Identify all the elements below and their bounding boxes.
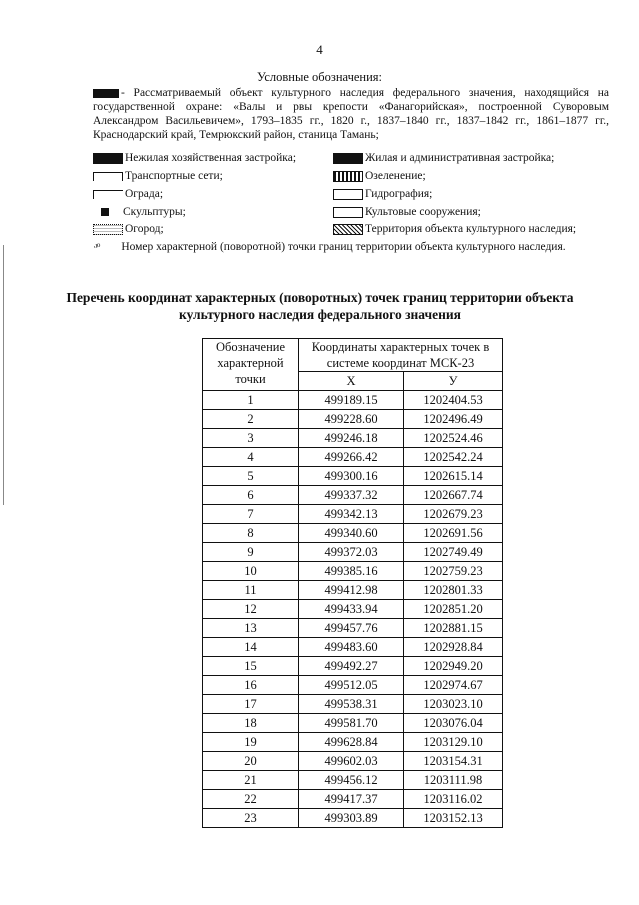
x-coordinate-cell: 499342.13	[299, 505, 404, 524]
transport-swatch-icon	[93, 172, 123, 181]
table-row	[203, 486, 503, 505]
y-coordinate-cell: 1202615.14	[404, 467, 503, 486]
legend-item-greenery	[333, 169, 426, 183]
y-coordinate-cell: 1202928.84	[404, 638, 503, 657]
point-number-cell: 2	[203, 410, 299, 429]
legend-item-nonresidential	[93, 151, 296, 165]
point-number-cell: 18	[203, 714, 299, 733]
table-row	[203, 771, 503, 790]
table-row	[203, 657, 503, 676]
table-row	[203, 543, 503, 562]
point-number-cell: 4	[203, 448, 299, 467]
table-row	[203, 429, 503, 448]
y-coordinate-cell: 1202851.20	[404, 600, 503, 619]
heritage-territory-swatch-icon	[333, 224, 363, 235]
table-row	[203, 752, 503, 771]
y-coordinate-cell: 1202974.67	[404, 676, 503, 695]
table-row	[203, 524, 503, 543]
point-number-cell: 1	[203, 391, 299, 410]
table-row	[203, 581, 503, 600]
x-coordinate-cell: 499602.03	[299, 752, 404, 771]
table-row	[203, 600, 503, 619]
y-coordinate-cell: 1202881.15	[404, 619, 503, 638]
header-coordinates: Координаты характерных точек в системе координат МСК-23	[299, 339, 503, 372]
point-number-cell: 7	[203, 505, 299, 524]
point-number-cell: 15	[203, 657, 299, 676]
legend-label: Гидрография;	[365, 188, 433, 200]
point-number-cell: 6	[203, 486, 299, 505]
x-coordinate-cell: 499303.89	[299, 809, 404, 828]
x-coordinate-cell: 499483.60	[299, 638, 404, 657]
section-heading: Перечень координат характерных (поворотных) точек границ территории объекта культурного наследия федерального значения	[66, 290, 574, 322]
x-coordinate-cell: 499300.16	[299, 467, 404, 486]
y-coordinate-cell: 1203023.10	[404, 695, 503, 714]
point-number-cell: 8	[203, 524, 299, 543]
y-coordinate-cell: 1202749.49	[404, 543, 503, 562]
legend-label: Ограда;	[125, 188, 164, 200]
x-coordinate-cell: 499492.27	[299, 657, 404, 676]
x-coordinate-cell: 499337.32	[299, 486, 404, 505]
y-coordinate-cell: 1203111.98	[404, 771, 503, 790]
x-coordinate-cell: 499372.03	[299, 543, 404, 562]
x-coordinate-cell: 499457.76	[299, 619, 404, 638]
point-number-cell: 3	[203, 429, 299, 448]
y-coordinate-cell: 1202679.23	[404, 505, 503, 524]
x-coordinate-cell: 499189.15	[299, 391, 404, 410]
legend-main-object	[93, 86, 609, 142]
point-number-cell: 9	[203, 543, 299, 562]
point-number-icon: ·¹⁰	[93, 242, 100, 252]
y-coordinate-cell: 1202759.23	[404, 562, 503, 581]
x-coordinate-cell: 499581.70	[299, 714, 404, 733]
y-coordinate-cell: 1202496.49	[404, 410, 503, 429]
point-number-cell: 12	[203, 600, 299, 619]
table-row	[203, 638, 503, 657]
point-number-cell: 22	[203, 790, 299, 809]
point-number-cell: 13	[203, 619, 299, 638]
table-row	[203, 448, 503, 467]
legend-item-fence	[93, 187, 163, 201]
legend-item-heritage-territory	[333, 222, 576, 236]
point-number-cell: 16	[203, 676, 299, 695]
legend-item-hydrography	[333, 187, 432, 201]
point-number-cell: 17	[203, 695, 299, 714]
legend-title: Условные обозначения:	[256, 70, 383, 84]
table-row	[203, 562, 503, 581]
point-number-cell: 19	[203, 733, 299, 752]
point-number-cell: 23	[203, 809, 299, 828]
legend-label: Нежилая хозяйственная застройка;	[125, 152, 297, 164]
x-coordinate-cell: 499340.60	[299, 524, 404, 543]
coordinates-table	[202, 338, 503, 828]
legend-point-note	[93, 240, 609, 254]
table-row	[203, 676, 503, 695]
legend-item-religious	[333, 205, 481, 219]
y-coordinate-cell: 1203129.10	[404, 733, 503, 752]
y-coordinate-cell: 1202801.33	[404, 581, 503, 600]
coordinates-table-body	[203, 391, 503, 828]
x-coordinate-cell: 499246.18	[299, 429, 404, 448]
table-row	[203, 467, 503, 486]
legend-label: Территория объекта культурного наследия;	[365, 223, 577, 235]
scan-edge-line	[3, 245, 4, 505]
x-coordinate-cell: 499433.94	[299, 600, 404, 619]
y-coordinate-cell: 1202404.53	[404, 391, 503, 410]
y-coordinate-cell: 1202949.20	[404, 657, 503, 676]
table-row	[203, 714, 503, 733]
sculpture-swatch-icon	[101, 208, 109, 216]
header-y: У	[404, 372, 503, 391]
legend-label: Жилая и административная застройка;	[365, 152, 555, 164]
point-number-cell: 11	[203, 581, 299, 600]
point-number-cell: 20	[203, 752, 299, 771]
point-number-cell: 10	[203, 562, 299, 581]
x-coordinate-cell: 499412.98	[299, 581, 404, 600]
residential-swatch-icon	[333, 153, 363, 164]
x-coordinate-cell: 499228.60	[299, 410, 404, 429]
x-coordinate-cell: 499628.84	[299, 733, 404, 752]
point-note-text: Номер характерной (поворотной) точки границ территории объекта культурного наследия.	[121, 241, 566, 253]
legend-label: Культовые сооружения;	[365, 206, 481, 218]
x-coordinate-cell: 499266.42	[299, 448, 404, 467]
garden-swatch-icon	[93, 224, 123, 235]
x-coordinate-cell: 499512.05	[299, 676, 404, 695]
legend-label: Транспортные сети;	[125, 170, 223, 182]
nonresidential-swatch-icon	[93, 153, 123, 164]
religious-swatch-icon	[333, 207, 363, 218]
table-row	[203, 809, 503, 828]
x-coordinate-cell: 499385.16	[299, 562, 404, 581]
y-coordinate-cell: 1202524.46	[404, 429, 503, 448]
point-number-cell: 21	[203, 771, 299, 790]
main-object-text: - Рассматриваемый объект культурного наследия федерального значения, находящийся на государственной охране: «Валы и рвы крепости «Фанагорийская», построенной Суворовым Александром Васильевичем», 1793–1835 гг., 1820 г., 1837–1840 гг., 1837–1842 гг., 1861–1877 гг., Краснодарский край, Темрюкский район, станица Тамань;	[93, 87, 609, 141]
table-row	[203, 733, 503, 752]
hydrography-swatch-icon	[333, 189, 363, 200]
table-row	[203, 790, 503, 809]
table-row	[203, 619, 503, 638]
legend-label: Огород;	[125, 223, 164, 235]
point-number-cell: 14	[203, 638, 299, 657]
table-row	[203, 695, 503, 714]
page-number: 4	[316, 42, 323, 57]
legend-label: Скульптуры;	[123, 206, 186, 218]
header-point-number: Обозначение характерной точки	[203, 339, 299, 391]
x-coordinate-cell: 499417.37	[299, 790, 404, 809]
y-coordinate-cell: 1203076.04	[404, 714, 503, 733]
greenery-swatch-icon	[333, 171, 363, 182]
x-coordinate-cell: 499538.31	[299, 695, 404, 714]
x-coordinate-cell: 499456.12	[299, 771, 404, 790]
table-row	[203, 505, 503, 524]
legend-label: Озеленение;	[365, 170, 426, 182]
y-coordinate-cell: 1203152.13	[404, 809, 503, 828]
point-number-cell: 5	[203, 467, 299, 486]
y-coordinate-cell: 1202542.24	[404, 448, 503, 467]
y-coordinate-cell: 1203154.31	[404, 752, 503, 771]
table-row	[203, 391, 503, 410]
main-object-swatch-icon	[93, 89, 119, 98]
legend-item-garden	[93, 222, 164, 236]
header-x: X	[299, 372, 404, 391]
legend-item-transport	[93, 169, 223, 183]
table-row	[203, 410, 503, 429]
legend-item-sculpture	[93, 205, 186, 219]
legend-item-residential	[333, 151, 554, 165]
fence-swatch-icon	[93, 190, 123, 199]
y-coordinate-cell: 1203116.02	[404, 790, 503, 809]
y-coordinate-cell: 1202691.56	[404, 524, 503, 543]
y-coordinate-cell: 1202667.74	[404, 486, 503, 505]
